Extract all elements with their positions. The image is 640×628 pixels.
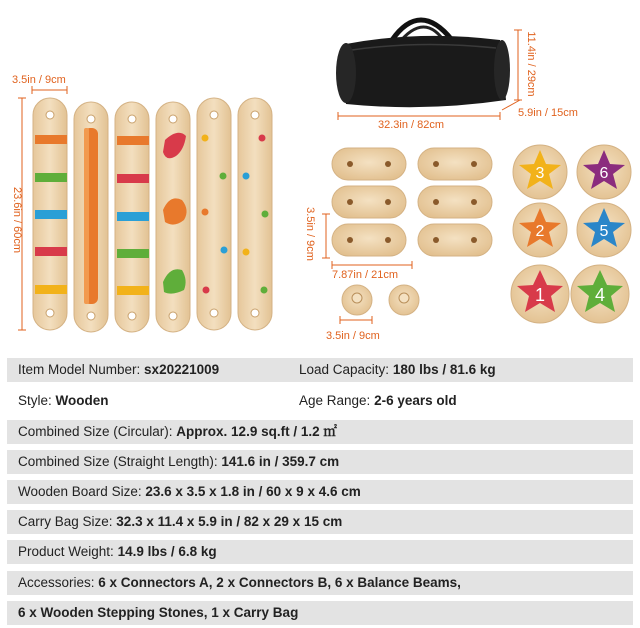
stone-number-1: 1	[534, 285, 546, 305]
weight-label: Product Weight:	[18, 544, 118, 559]
balance-beam-6	[238, 98, 272, 330]
model-number-value: sx20221009	[144, 362, 220, 377]
balance-beam-3	[115, 102, 149, 332]
style	[18, 389, 109, 413]
load-capacity-value: 180 lbs / 81.6 kg	[392, 362, 496, 377]
carry-bag	[336, 20, 510, 107]
connectors-a	[332, 148, 492, 256]
board-size-value: 23.6 x 3.5 x 1.8 in / 60 x 9 x 4.6 cm	[145, 484, 361, 499]
style-value: Wooden	[55, 393, 109, 408]
stone-number-5: 5	[599, 223, 609, 240]
connector-a-length-label: 7.87in / 21cm	[332, 269, 399, 281]
load-capacity-label: Load Capacity:	[299, 362, 393, 377]
spec-row-weight	[7, 540, 633, 564]
bag-size-label: Carry Bag Size:	[18, 514, 117, 529]
accessories-value-line1: 6 x Connectors A, 2 x Connectors B, 6 x Balance Beams,	[98, 575, 461, 590]
model-number	[18, 358, 219, 382]
straight-length-value: 141.6 in / 359.7 cm	[221, 454, 340, 469]
balance-beam-1	[33, 98, 67, 330]
bag-length-label: 32.3in / 82cm	[378, 119, 445, 131]
spec-row-model-load	[7, 358, 633, 382]
spec-row-style-age	[7, 389, 633, 413]
connector-b-width-label: 3.5in / 9cm	[326, 330, 380, 342]
weight-value: 14.9 lbs / 6.8 kg	[117, 544, 217, 559]
bag-depth-label: 5.9in / 15cm	[518, 107, 578, 119]
style-label: Style:	[18, 393, 56, 408]
age-range-label: Age Range:	[299, 393, 375, 408]
circular-size-value: Approx. 12.9 sq.ft / 1.2 ㎡	[176, 424, 337, 439]
board-height-label: 23.6in / 60cm	[11, 186, 23, 254]
model-number-label: Item Model Number:	[18, 362, 145, 377]
bag-size-value: 32.3 x 11.4 x 5.9 in / 82 x 29 x 15 cm	[116, 514, 343, 529]
balance-beam-5	[197, 98, 231, 330]
bag-height-label: 11.4in / 29cm	[525, 31, 537, 97]
balance-beam-4	[156, 102, 190, 332]
accessories-label: Accessories:	[18, 575, 99, 590]
age-range	[299, 389, 457, 413]
straight-length-label: Combined Size (Straight Length):	[18, 454, 222, 469]
stone-number-3: 3	[535, 165, 545, 182]
spec-row-bag-size	[7, 510, 633, 534]
accessories-value-line2: 6 x Wooden Stepping Stones, 1 x Carry Bag	[18, 605, 299, 620]
spec-row-accessories	[7, 571, 633, 595]
spec-row-circular-size	[7, 420, 633, 444]
balance-beam-2	[74, 102, 108, 332]
stone-number-6: 6	[599, 165, 609, 182]
load-capacity	[299, 358, 496, 382]
spec-row-accessories-cont	[7, 601, 633, 625]
spec-row-board-size	[7, 480, 633, 504]
stepping-stones	[511, 145, 631, 323]
circular-size-label: Combined Size (Circular):	[18, 424, 177, 439]
stone-number-4: 4	[594, 285, 606, 305]
age-range-value: 2-6 years old	[374, 393, 457, 408]
board-width-label: 3.5in / 9cm	[12, 74, 66, 86]
stone-number-2: 2	[535, 223, 545, 240]
connectors-b	[342, 285, 419, 315]
spec-row-straight-length	[7, 450, 633, 474]
board-size-label: Wooden Board Size:	[18, 484, 146, 499]
connector-a-height-label: 3.5in / 9cm	[304, 207, 316, 261]
